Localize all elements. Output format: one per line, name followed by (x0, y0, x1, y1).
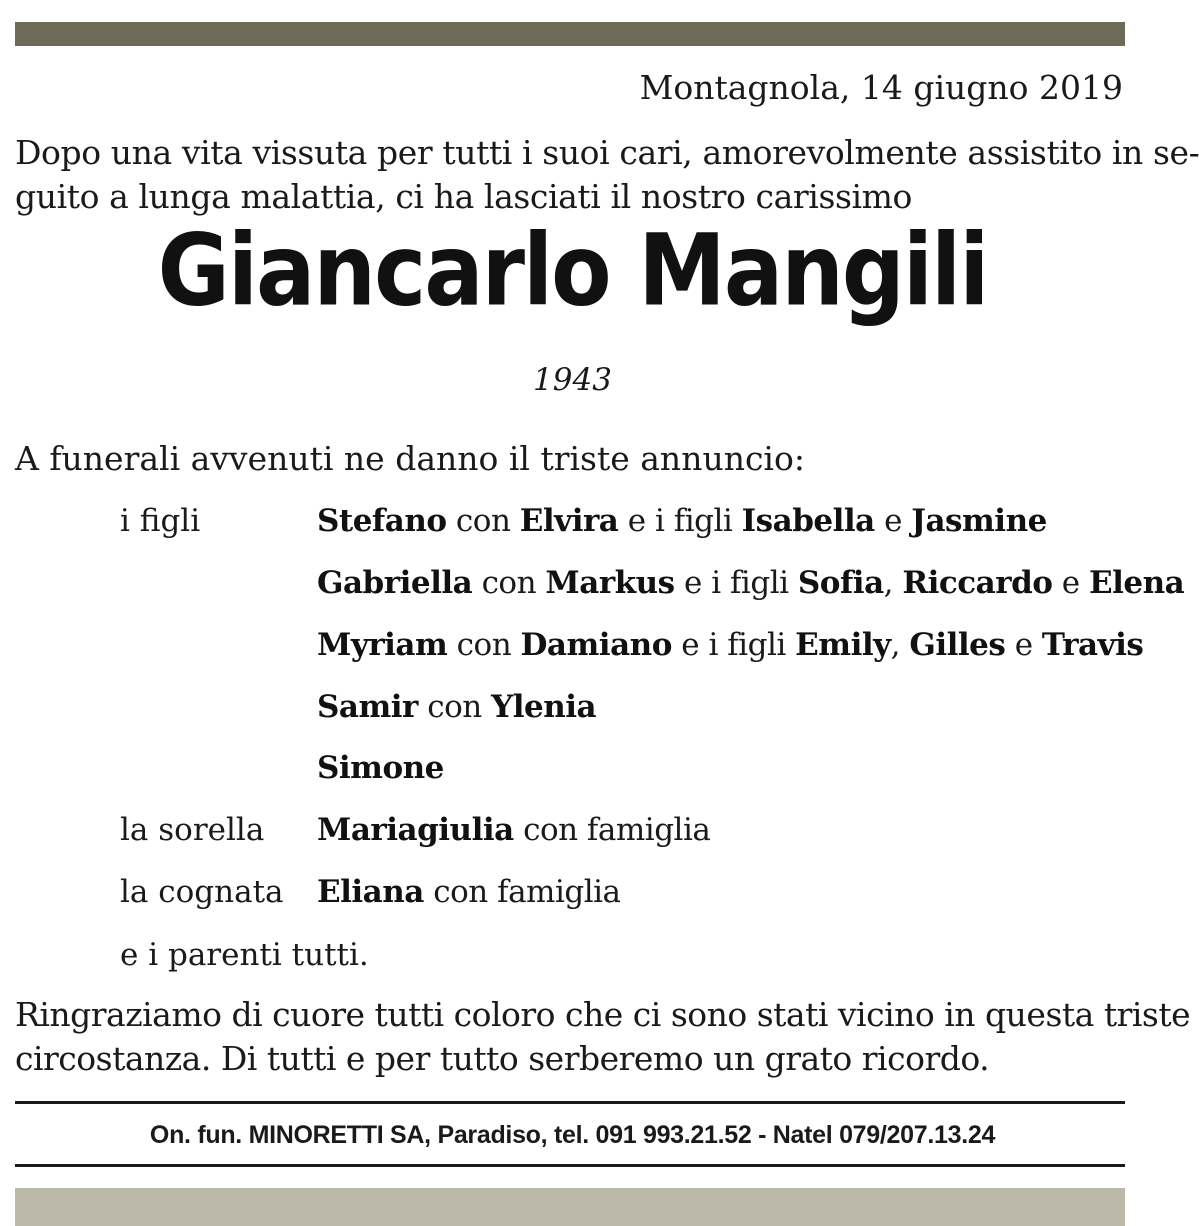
relative-line-sorella (317, 808, 710, 852)
relative-connector: e (1052, 565, 1089, 601)
relative-name: Jasmine (911, 503, 1047, 539)
relation-label-figli: i figli (120, 503, 201, 539)
bottom-decorative-bar (15, 1188, 1125, 1226)
relative-connector: , (890, 627, 910, 663)
funeral-home-footer: On. fun. MINORETTI SA, Paradiso, tel. 091 993.21.52 - Natel 079/207.13.24 (149, 1121, 996, 1149)
relative-name: Myriam (317, 627, 448, 663)
relative-connector: con (472, 565, 546, 601)
relative-connector: con (417, 689, 492, 725)
deceased-name: Giancarlo Mangili (157, 212, 988, 329)
relative-name: Damiano (520, 627, 672, 663)
announcement: A funerali avvenuti ne danno il triste annuncio: (15, 439, 805, 478)
relative-line (317, 561, 1184, 605)
relative-connector: , (883, 565, 903, 601)
relative-connector: e (874, 503, 912, 539)
birth-year: 1943 (533, 362, 612, 398)
thanks-line: circostanza. Di tutti e per tutto serberemo un grato ricordo. (15, 1039, 990, 1078)
relation-label-cognata: la cognata (120, 874, 284, 910)
relation-label-sorella: la sorella (120, 812, 265, 848)
thanks-text (15, 993, 1191, 1081)
relative-name: Emily (795, 627, 891, 663)
relative-name: Ylenia (491, 689, 597, 725)
closing-relatives: e i parenti tutti. (120, 937, 369, 973)
relative-connector: e (1005, 627, 1042, 663)
intro-line: guito a lunga malattia, ci ha lasciati il nostro carissimo (15, 177, 913, 216)
relative-connector: con famiglia (423, 874, 621, 910)
relative-name: Elvira (519, 503, 619, 539)
relative-connector: e i figli (671, 627, 796, 663)
footer-rule-top (15, 1101, 1125, 1104)
relative-line-cognata (317, 870, 621, 914)
relative-name: Gabriella (317, 565, 473, 601)
relative-connector: e i figli (618, 503, 742, 539)
relative-name: Eliana (317, 874, 424, 910)
relative-name: Elena (1089, 565, 1185, 601)
relative-connector: con famiglia (513, 812, 711, 848)
relative-line (317, 499, 1047, 543)
intro-text (15, 131, 1199, 219)
relative-connector: con (447, 627, 521, 663)
place-date: Montagnola, 14 giugno 2019 (639, 68, 1123, 107)
relative-connector: con (446, 503, 520, 539)
relative-name: Samir (317, 689, 418, 725)
relative-connector: e i figli (674, 565, 798, 601)
relative-line (317, 685, 596, 729)
relative-name: Simone (317, 750, 444, 786)
relative-name: Gilles (909, 627, 1006, 663)
relative-name: Riccardo (902, 565, 1053, 601)
footer-rule-bottom (15, 1164, 1125, 1167)
relative-line (317, 623, 1143, 667)
relative-name: Travis (1041, 627, 1144, 663)
relative-name: Sofia (797, 565, 884, 601)
top-decorative-bar (15, 22, 1125, 46)
relative-name: Markus (545, 565, 675, 601)
relative-name: Stefano (317, 503, 447, 539)
relative-name: Isabella (741, 503, 875, 539)
relative-line (317, 746, 444, 790)
relative-name: Mariagiulia (317, 812, 514, 848)
thanks-line: Ringraziamo di cuore tutti coloro che ci sono stati vicino in questa triste (15, 995, 1191, 1034)
intro-line: Dopo una vita vissuta per tutti i suoi cari, amorevolmente assistito in se- (15, 133, 1199, 172)
